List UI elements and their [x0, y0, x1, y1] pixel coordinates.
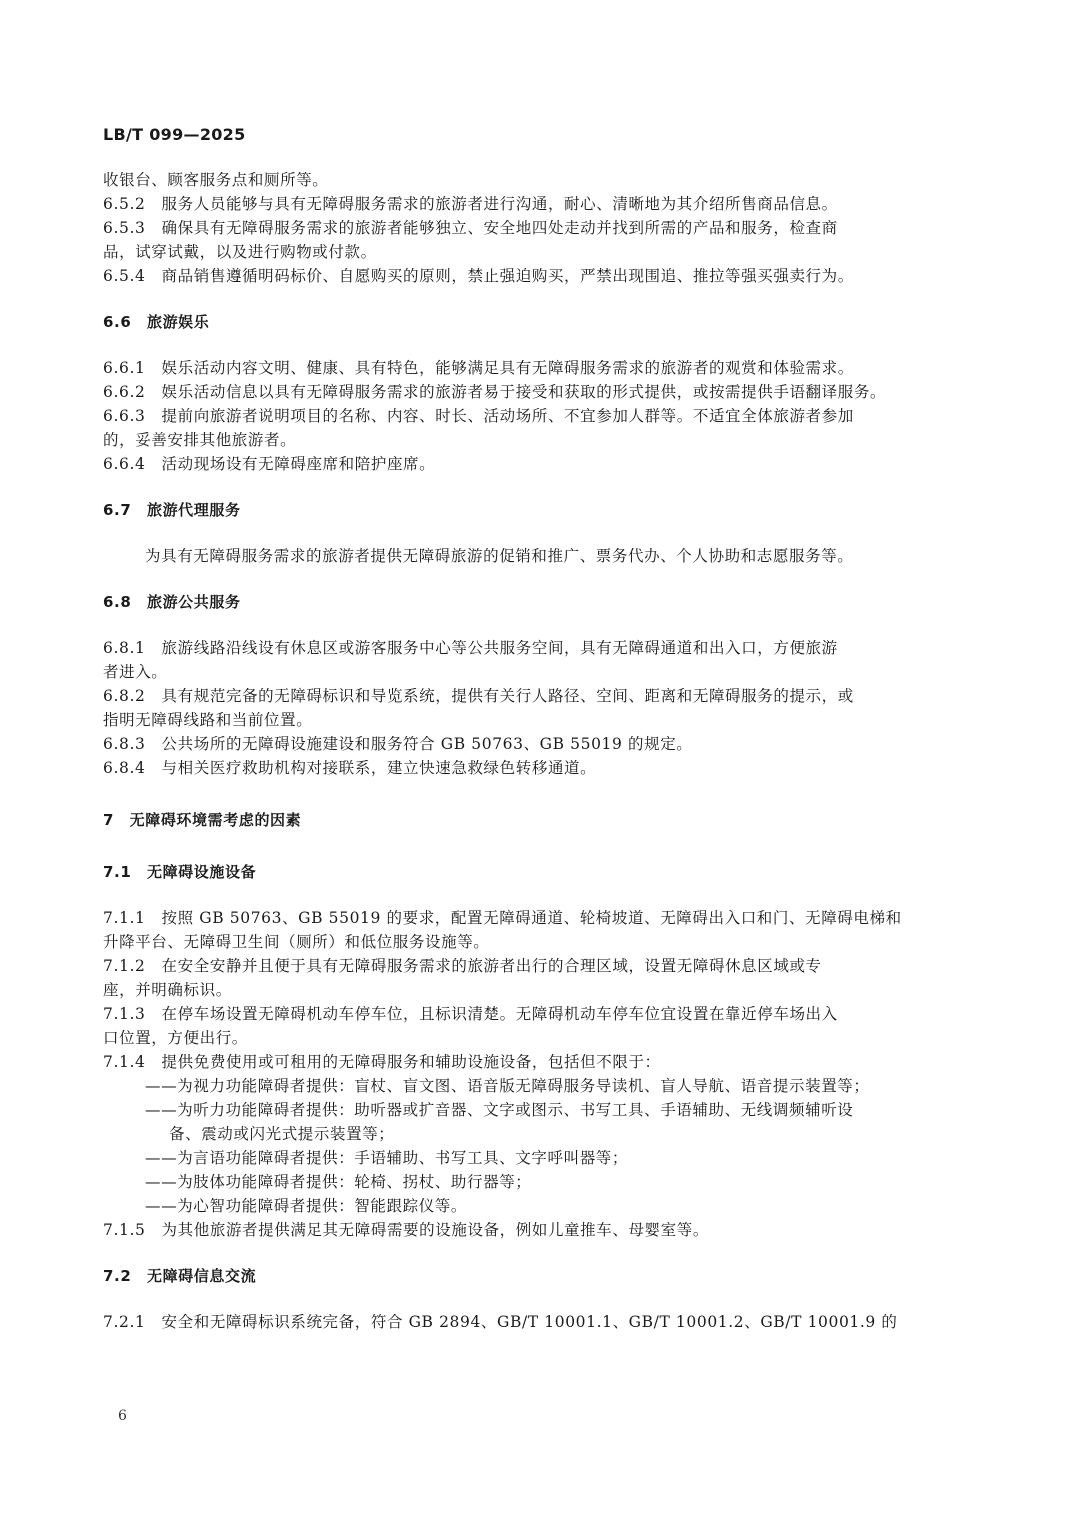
list-item: ——为心智功能障碍者提供：智能跟踪仪等。	[145, 1197, 468, 1215]
clause-6-6-4: 6.6.4 活动现场设有无障碍座席和陪护座席。	[103, 455, 436, 473]
list-item: ——为视力功能障碍者提供：盲杖、盲文图、语音版无障碍服务导读机、盲人导航、语音提示装置等；	[145, 1077, 870, 1095]
text-line: 的，妥善安排其他旅游者。	[103, 431, 297, 449]
clause-6-8-1: 6.8.1 旅游线路沿线设有休息区或游客服务中心等公共服务空间，具有无障碍通道和出入口，方便旅游	[103, 639, 838, 657]
text-line: 收银台、顾客服务点和厕所等。	[103, 171, 329, 189]
section-heading-7-1: 7.1 无障碍设施设备	[103, 863, 257, 881]
text-line: 座，并明确标识。	[103, 981, 232, 999]
text-line: 口位置，方便出行。	[103, 1029, 248, 1047]
clause-6-5-4: 6.5.4 商品销售遵循明码标价、自愿购买的原则，禁止强迫购买，严禁出现围追、推拉等强买强卖行为。	[103, 267, 854, 285]
paragraph-6-7: 为具有无障碍服务需求的旅游者提供无障碍旅游的促销和推广、票务代办、个人协助和志愿服务等。	[145, 547, 854, 565]
standard-code-header: LB/T 099—2025	[103, 125, 246, 144]
list-item: ——为听力功能障碍者提供：助听器或扩音器、文字或图示、书写工具、手语辅助、无线调频辅听设	[145, 1101, 854, 1119]
clause-7-1-4: 7.1.4 提供免费使用或可租用的无障碍服务和辅助设施设备，包括但不限于：	[103, 1053, 661, 1071]
text-line: 升降平台、无障碍卫生间（厕所）和低位服务设施等。	[103, 933, 490, 951]
clause-6-6-3: 6.6.3 提前向旅游者说明项目的名称、内容、时长、活动场所、不宜参加人群等。不适宜全体旅游者参加	[103, 407, 854, 425]
clause-6-8-3: 6.8.3 公共场所的无障碍设施建设和服务符合 GB 50763、GB 55019 的规定。	[103, 735, 693, 753]
text-line: 品，试穿试戴，以及进行购物或付款。	[103, 243, 377, 261]
clause-7-1-5: 7.1.5 为其他旅游者提供满足其无障碍需要的设施设备，例如儿童推车、母婴室等。	[103, 1221, 709, 1239]
clause-7-1-1: 7.1.1 按照 GB 50763、GB 55019 的要求，配置无障碍通道、轮椅坡道、无障碍出入口和门、无障碍电梯和	[103, 909, 902, 927]
clause-6-8-4: 6.8.4 与相关医疗救助机构对接联系，建立快速急救绿色转移通道。	[103, 759, 597, 777]
text-line: 者进入。	[103, 663, 168, 681]
clause-6-6-2: 6.6.2 娱乐活动信息以具有无障碍服务需求的旅游者易于接受和获取的形式提供，或按需提供手语翻译服务。	[103, 383, 887, 401]
clause-6-8-2: 6.8.2 具有规范完备的无障碍标识和导览系统，提供有关行人路径、空间、距离和无障碍服务的提示，或	[103, 687, 854, 705]
clause-6-5-2: 6.5.2 服务人员能够与具有无障碍服务需求的旅游者进行沟通，耐心、清晰地为其介绍所售商品信息。	[103, 195, 838, 213]
section-heading-6-6: 6.6 旅游娱乐	[103, 313, 210, 331]
chapter-heading-7: 7 无障碍环境需考虑的因素	[103, 811, 302, 829]
clause-6-6-1: 6.6.1 娱乐活动内容文明、健康、具有特色，能够满足具有无障碍服务需求的旅游者的观赏和体验需求。	[103, 359, 854, 377]
section-heading-6-7: 6.7 旅游代理服务	[103, 501, 241, 519]
list-item-continuation: 备、震动或闪光式提示装置等；	[169, 1125, 395, 1143]
clause-7-1-2: 7.1.2 在安全安静并且便于具有无障碍服务需求的旅游者出行的合理区域，设置无障碍休息区域或专	[103, 957, 822, 975]
section-heading-7-2: 7.2 无障碍信息交流	[103, 1267, 257, 1285]
clause-7-1-3: 7.1.3 在停车场设置无障碍机动车停车位，且标识清楚。无障碍机动车停车位宜设置在靠近停车场出入	[103, 1005, 838, 1023]
clause-7-2-1: 7.2.1 安全和无障碍标识系统完备，符合 GB 2894、GB/T 10001.1、GB/T 10001.2、GB/T 10001.9 的	[103, 1313, 898, 1331]
clause-6-5-3: 6.5.3 确保具有无障碍服务需求的旅游者能够独立、安全地四处走动并找到所需的产品和服务，检查商	[103, 219, 838, 237]
document-body	[103, 168, 953, 1334]
list-item: ——为言语功能障碍者提供：手语辅助、书写工具、文字呼叫器等；	[145, 1149, 629, 1167]
text-line: 指明无障碍线路和当前位置。	[103, 711, 313, 729]
page-number: 6	[118, 1408, 127, 1424]
list-item: ——为肢体功能障碍者提供：轮椅、拐杖、助行器等；	[145, 1173, 532, 1191]
section-heading-6-8: 6.8 旅游公共服务	[103, 593, 241, 611]
